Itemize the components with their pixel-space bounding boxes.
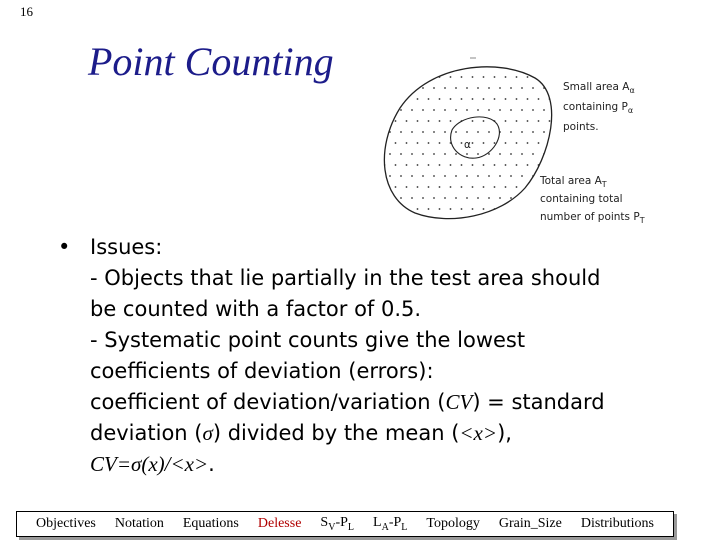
grid-point <box>455 219 457 221</box>
grid-point <box>543 109 545 111</box>
grid-point <box>477 109 479 111</box>
grid-point <box>466 131 468 133</box>
grid-point <box>400 109 402 111</box>
grid-point <box>488 109 490 111</box>
grid-point <box>488 87 490 89</box>
grid-point <box>510 219 512 221</box>
grid-point <box>461 186 463 188</box>
grid-point <box>549 76 551 78</box>
grid-point <box>384 142 386 144</box>
body-line-6: deviation (σ) divided by the mean (<x>), <box>90 421 512 445</box>
grid-point <box>389 153 391 155</box>
grid-point <box>389 197 391 199</box>
grid-point <box>483 164 485 166</box>
svg-text:points.: points. <box>563 121 599 133</box>
grid-point <box>422 153 424 155</box>
grid-point <box>516 98 518 100</box>
grid-point <box>483 76 485 78</box>
svg-text:containing total: containing total <box>540 193 623 205</box>
grid-point <box>549 164 551 166</box>
grid-point <box>378 65 380 67</box>
grid-point <box>505 76 507 78</box>
grid-point <box>554 87 556 89</box>
grid-point <box>510 175 512 177</box>
grid-point <box>532 87 534 89</box>
grid-point <box>428 98 430 100</box>
grid-point <box>433 131 435 133</box>
grid-point <box>543 131 545 133</box>
svg-text:containing Pα: containing $P_\alpha$ <box>563 101 634 115</box>
grid-point <box>422 87 424 89</box>
small-area-label <box>563 81 635 133</box>
grid-point <box>554 109 556 111</box>
grid-point <box>411 65 413 67</box>
mean-symbol: <x> <box>459 421 498 445</box>
slide-title: Point Counting <box>88 39 334 84</box>
grid-point <box>538 142 540 144</box>
slide-number: 16 <box>20 4 33 19</box>
grid-point <box>549 208 551 210</box>
nav-notation[interactable]: Notation <box>114 516 164 531</box>
grid-point <box>510 131 512 133</box>
grid-point <box>461 142 463 144</box>
grid-point <box>455 175 457 177</box>
grid-point <box>389 219 391 221</box>
grid-point <box>472 164 474 166</box>
grid-point <box>527 208 529 210</box>
grid-point <box>505 208 507 210</box>
grid-point <box>384 98 386 100</box>
grid-point <box>466 87 468 89</box>
grid-point <box>516 186 518 188</box>
grid-point <box>521 219 523 221</box>
grid-point <box>494 186 496 188</box>
grid-point <box>494 142 496 144</box>
nav-objectives[interactable]: Objectives <box>36 516 96 531</box>
grid-point <box>488 175 490 177</box>
grid-point <box>483 98 485 100</box>
grid-point <box>422 131 424 133</box>
grid-point <box>483 142 485 144</box>
grid-point <box>499 65 501 67</box>
grid-point <box>411 87 413 89</box>
grid-point <box>510 197 512 199</box>
grid-point <box>389 109 391 111</box>
grid-point <box>477 153 479 155</box>
grid-point <box>406 186 408 188</box>
point-counting-figure <box>360 48 680 238</box>
grid-point <box>389 87 391 89</box>
grid-point <box>538 76 540 78</box>
grid-point <box>400 65 402 67</box>
grid-point <box>477 87 479 89</box>
grid-point <box>532 131 534 133</box>
grid-point <box>422 197 424 199</box>
grid-point <box>455 197 457 199</box>
grid-point <box>373 142 375 144</box>
grid-point <box>417 76 419 78</box>
grid-point <box>477 197 479 199</box>
grid-point <box>450 208 452 210</box>
grid-point <box>395 208 397 210</box>
grid-point <box>373 98 375 100</box>
grid-point <box>450 164 452 166</box>
grid-point <box>389 175 391 177</box>
grid-point <box>488 219 490 221</box>
grid-point <box>521 131 523 133</box>
grid-point <box>554 131 556 133</box>
grid-point <box>521 109 523 111</box>
grid-point <box>378 109 380 111</box>
grid-point <box>400 153 402 155</box>
grid-point <box>450 98 452 100</box>
grid-point <box>450 120 452 122</box>
body-line-5: coefficient of deviation/variation (CV) = standard <box>90 390 605 414</box>
grid-point <box>466 65 468 67</box>
grid-point <box>499 197 501 199</box>
grid-point <box>444 153 446 155</box>
grid-point <box>466 153 468 155</box>
grid-point <box>433 109 435 111</box>
grid-point <box>549 120 551 122</box>
grid-point <box>499 87 501 89</box>
grid-point <box>505 98 507 100</box>
grid-point <box>444 175 446 177</box>
svg-text:number of points PT: number of points $P_T$ <box>540 211 645 225</box>
nav-equations[interactable]: Equations <box>182 516 239 531</box>
grid-point <box>466 197 468 199</box>
body-line-1: - Objects that lie partially in the test area should <box>90 266 601 290</box>
grid-point <box>406 142 408 144</box>
grid-point <box>516 120 518 122</box>
grid-point <box>433 153 435 155</box>
grid-point <box>384 120 386 122</box>
grid-point <box>450 76 452 78</box>
grid-point <box>439 208 441 210</box>
cv-formula: CV=σ(x)/<x>. <box>90 452 215 476</box>
navigation-bar <box>16 511 674 537</box>
grid-point <box>417 98 419 100</box>
grid-point <box>472 142 474 144</box>
grid-point <box>505 142 507 144</box>
grid-point <box>444 109 446 111</box>
grid-point <box>472 208 474 210</box>
grid-point <box>433 65 435 67</box>
grid-point <box>505 120 507 122</box>
grid-point <box>400 219 402 221</box>
point-grid-diagram <box>360 48 680 238</box>
grid-point <box>483 208 485 210</box>
grid-point <box>532 153 534 155</box>
grid-point <box>527 142 529 144</box>
grid-point <box>538 98 540 100</box>
grid-point <box>494 98 496 100</box>
grid-point <box>411 153 413 155</box>
grid-point <box>444 87 446 89</box>
grid-point <box>477 175 479 177</box>
grid-point <box>516 208 518 210</box>
grid-point <box>400 87 402 89</box>
grid-point <box>499 175 501 177</box>
grid-point <box>422 175 424 177</box>
nav-distributions[interactable]: Distributions <box>580 516 654 531</box>
grid-point <box>417 208 419 210</box>
grid-point <box>450 186 452 188</box>
grid-point <box>395 120 397 122</box>
grid-point <box>532 197 534 199</box>
grid-point <box>378 197 380 199</box>
grid-point <box>378 219 380 221</box>
grid-point <box>378 87 380 89</box>
grid-point <box>499 219 501 221</box>
grid-point <box>406 76 408 78</box>
grid-point <box>483 120 485 122</box>
grid-point <box>417 164 419 166</box>
small-area-outline <box>451 117 500 158</box>
grid-point <box>428 76 430 78</box>
grid-point <box>461 98 463 100</box>
grid-point <box>417 186 419 188</box>
grid-point <box>384 208 386 210</box>
grid-point <box>554 65 556 67</box>
grid-point <box>384 76 386 78</box>
grid-point <box>455 131 457 133</box>
grid-point <box>461 208 463 210</box>
body-line-4: coefficients of deviation (errors): <box>90 359 434 383</box>
grid-point <box>516 164 518 166</box>
grid-point <box>400 175 402 177</box>
grid-point <box>422 219 424 221</box>
grid-point <box>527 98 529 100</box>
grid-point <box>505 164 507 166</box>
cv-symbol: CV <box>445 390 473 414</box>
grid-point <box>466 219 468 221</box>
grid-point <box>521 87 523 89</box>
grid-point <box>389 65 391 67</box>
grid-point <box>428 164 430 166</box>
grid-point <box>406 120 408 122</box>
grid-point <box>461 76 463 78</box>
grid-point <box>411 219 413 221</box>
grid-point <box>532 219 534 221</box>
alpha-mark: α <box>464 139 471 151</box>
issues-bullet <box>58 232 678 263</box>
grid-point <box>455 87 457 89</box>
grid-point <box>439 142 441 144</box>
grid-point <box>428 120 430 122</box>
grid-point <box>488 131 490 133</box>
grid-point <box>417 120 419 122</box>
svg-text:Total area AT: Total area $A_T$ <box>540 175 607 189</box>
grid-point <box>494 76 496 78</box>
grid-point <box>428 208 430 210</box>
grid-point <box>378 175 380 177</box>
svg-text:Small area Aα: Small area $A_\alpha$ <box>563 81 635 95</box>
grid-point <box>494 164 496 166</box>
slide-body <box>58 232 678 480</box>
grid-point <box>532 65 534 67</box>
issues-heading: Issues: <box>90 235 163 259</box>
body-line-3: - Systematic point counts give the lowest <box>90 328 526 352</box>
grid-point <box>395 98 397 100</box>
body-line-2: be counted with a factor of 0.5. <box>90 297 422 321</box>
grid-point <box>499 153 501 155</box>
grid-point <box>444 131 446 133</box>
grid-point <box>439 186 441 188</box>
grid-point <box>378 153 380 155</box>
grid-point <box>428 142 430 144</box>
nav-grain-size[interactable]: Grain_Size <box>498 516 562 531</box>
bullet-icon: • <box>58 235 71 259</box>
grid-point <box>510 109 512 111</box>
sigma-symbol: σ <box>202 421 213 445</box>
grid-point <box>395 164 397 166</box>
total-area-label <box>539 175 645 225</box>
grid-point <box>417 142 419 144</box>
grid-point <box>510 153 512 155</box>
grid-point <box>527 164 529 166</box>
grid-point <box>406 164 408 166</box>
grid-point <box>422 65 424 67</box>
grid-point <box>466 109 468 111</box>
nav-sv-pl[interactable]: $S_V-P_L$ <box>320 515 355 533</box>
nav-delesse[interactable]: Delesse <box>257 516 302 531</box>
grid-point <box>538 208 540 210</box>
grid-point <box>461 164 463 166</box>
nav-topology[interactable]: Topology <box>426 516 480 531</box>
grid-point <box>472 186 474 188</box>
grid-point <box>455 109 457 111</box>
grid-point <box>400 197 402 199</box>
grid-point <box>516 142 518 144</box>
grid-point <box>411 131 413 133</box>
grid-point <box>549 142 551 144</box>
grid-point <box>516 76 518 78</box>
grid-point <box>433 197 435 199</box>
grid-point <box>422 109 424 111</box>
grid-point <box>400 131 402 133</box>
grid-point <box>472 98 474 100</box>
grid-point <box>433 219 435 221</box>
grid-point <box>439 98 441 100</box>
grid-point <box>532 109 534 111</box>
grid-point <box>439 120 441 122</box>
grid-point <box>554 153 556 155</box>
grid-point <box>521 197 523 199</box>
grid-point <box>499 109 501 111</box>
grid-point <box>521 175 523 177</box>
grid-point <box>521 65 523 67</box>
grid-point <box>373 76 375 78</box>
grid-point <box>444 65 446 67</box>
grid-point <box>395 186 397 188</box>
grid-point <box>439 164 441 166</box>
grid-point <box>411 109 413 111</box>
grid-point <box>444 197 446 199</box>
grid-point <box>538 120 540 122</box>
grid-point <box>472 76 474 78</box>
nav-la-pl[interactable]: $L_A-P_L$ <box>373 515 408 533</box>
grid-point <box>373 186 375 188</box>
grid-point <box>483 186 485 188</box>
grid-point <box>373 208 375 210</box>
grid-point <box>543 65 545 67</box>
grid-point <box>488 197 490 199</box>
grid-point <box>477 219 479 221</box>
grid-point <box>466 175 468 177</box>
grid-point <box>378 131 380 133</box>
grid-point <box>455 65 457 67</box>
grid-point <box>373 164 375 166</box>
grid-point <box>433 175 435 177</box>
grid-point <box>510 87 512 89</box>
grid-point <box>428 186 430 188</box>
grid-point <box>433 87 435 89</box>
grid-point <box>455 153 457 155</box>
grid-point <box>472 120 474 122</box>
grid-point <box>510 65 512 67</box>
grid-point <box>395 76 397 78</box>
grid-point <box>527 120 529 122</box>
grid-point <box>521 153 523 155</box>
grid-point <box>411 175 413 177</box>
grid-point <box>373 120 375 122</box>
grid-point <box>505 186 507 188</box>
grid-point <box>384 186 386 188</box>
grid-point <box>527 76 529 78</box>
grid-point <box>411 197 413 199</box>
grid-point <box>395 142 397 144</box>
grid-point <box>477 131 479 133</box>
